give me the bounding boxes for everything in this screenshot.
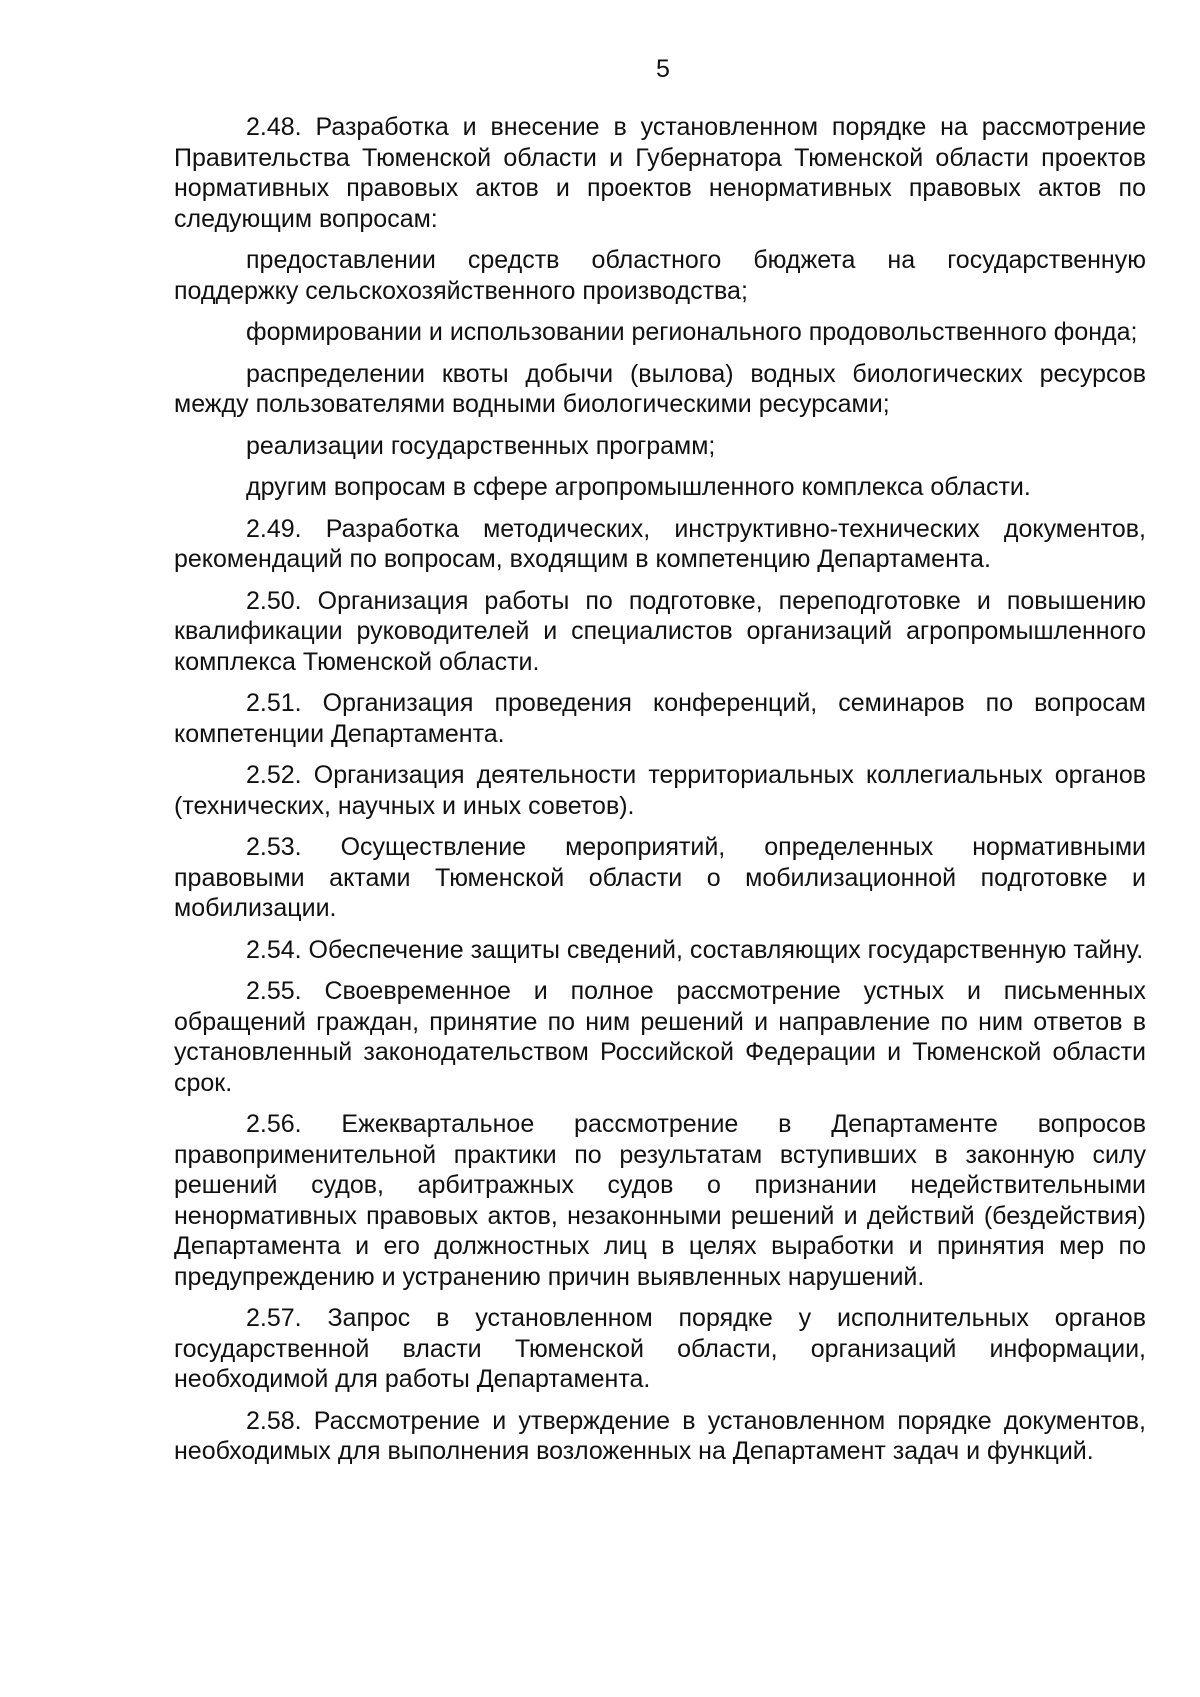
paragraph-2-51: 2.51. Организация проведения конференций, семинаров по вопросам компетенции Департамента.: [174, 689, 1146, 748]
paragraph-2-54: 2.54. Обеспечение защиты сведений, составляющих государственную тайну.: [246, 935, 1144, 964]
paragraph-2-55: 2.55. Своевременное и полное рассмотрение устных и письменных обращений граждан, принятие по ним решений и направление по ним ответов в установленный законодательством Российской Федерации и Тюменской области срок.: [174, 977, 1146, 1097]
paragraph-2-52: 2.52. Организация деятельности территориальных коллегиальных органов (технических, научных и иных советов).: [174, 761, 1146, 820]
list-item-other-questions: другим вопросам в сфере агропромышленного комплекса области.: [246, 473, 1031, 501]
list-item-budget-support: предоставлении средств областного бюджета на государственную поддержку сельскохозяйственного производства;: [174, 246, 1146, 305]
paragraph-2-58: 2.58. Рассмотрение и утверждение в установленном порядке документов, необходимых для выполнения возложенных на Департамент задач и функций.: [174, 1406, 1146, 1465]
paragraph-2-50: 2.50. Организация работы по подготовке, переподготовке и повышению квалификации руководителей и специалистов организаций агропромышленного комплекса Тюменской области.: [174, 586, 1146, 676]
list-item-state-programs: реализации государственных программ;: [246, 431, 716, 460]
document-body: [174, 112, 1146, 1478]
list-item-quota-distribution: распределении квоты добычи (вылова) водных биологических ресурсов между пользователями водными биологическими ресурсами;: [174, 359, 1146, 418]
paragraph-2-53: 2.53. Осуществление мероприятий, определенных нормативными правовыми актами Тюменской области о мобилизационной подготовке и мобилизации.: [174, 833, 1146, 922]
paragraph-2-49: 2.49. Разработка методических, инструктивно-технических документов, рекомендаций по вопросам, входящим в компетенцию Департамента.: [174, 514, 1146, 573]
page-number: 5: [656, 55, 670, 83]
paragraph-2-57: 2.57. Запрос в установленном порядке у исполнительных органов государственной власти Тюменской области, организаций информации, необходимой для работы Департамента.: [174, 1304, 1146, 1393]
paragraph-2-56: 2.56. Ежеквартальное рассмотрение в Департаменте вопросов правоприменительной практики по результатам вступивших в законную силу решений судов, арбитражных судов о признании недействительными ненормативных правовых актов, незаконными решений и действий (бездействия) Департамента и его должностных лиц в целях выработки и принятия мер по предупреждению и устранению причин выявленных нарушений.: [174, 1110, 1146, 1291]
list-item-food-fund: формировании и использовании регионального продовольственного фонда;: [246, 318, 1138, 346]
paragraph-2-48: 2.48. Разработка и внесение в установленном порядке на рассмотрение Правительства Тюменской области и Губернатора Тюменской области проектов нормативных правовых актов и проектов ненормативных правовых актов по следующим вопросам:: [174, 113, 1146, 233]
